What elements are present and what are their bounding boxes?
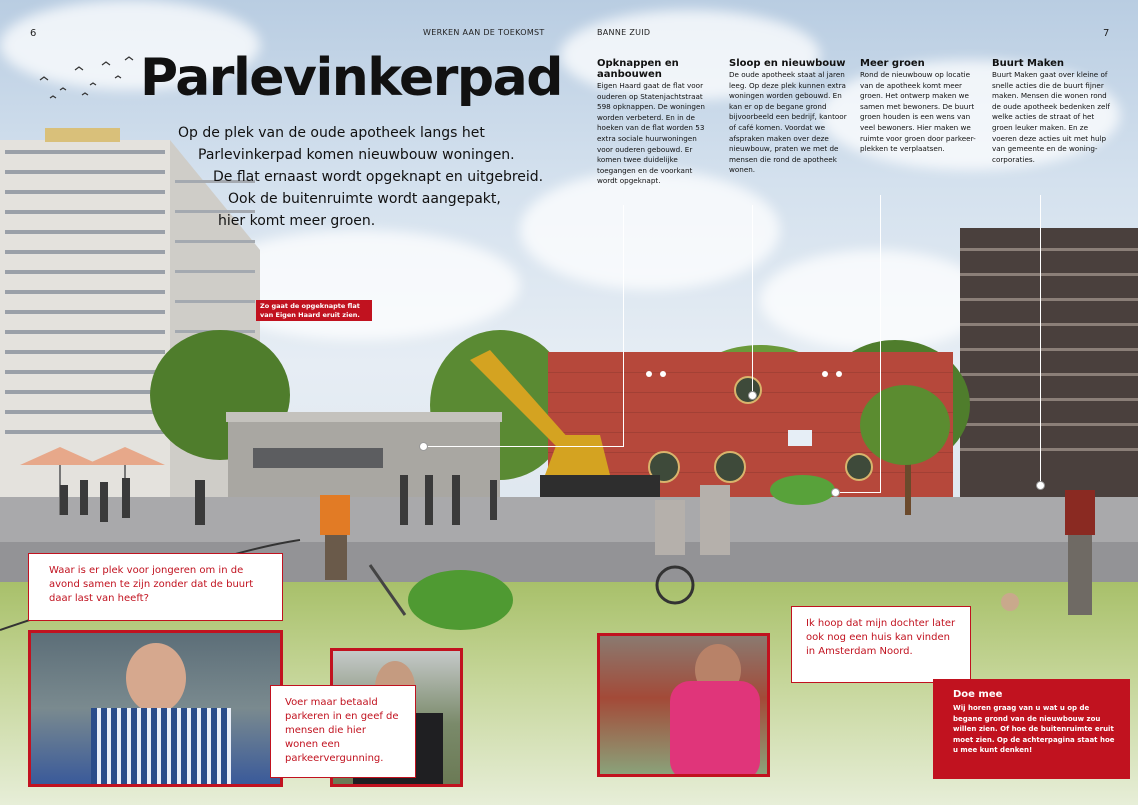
column-heading: Sloop en nieuwbouw [729, 58, 846, 69]
intro-line: Op de plek van de oude apotheek langs het [178, 125, 485, 141]
callout-line [880, 195, 881, 492]
flat-caption-label: Zo gaat de opgeknapte flat van Eigen Haard eruit zien. [256, 300, 372, 321]
callout-line [425, 446, 624, 447]
photo-older-man [28, 630, 283, 787]
callout-dot [748, 391, 757, 400]
page-number-right: 7 [1103, 28, 1110, 39]
cloud [760, 250, 990, 350]
column-heading: Meer groen [860, 58, 925, 69]
doe-mee-heading: Doe mee [953, 689, 1003, 700]
district-name: BANNE ZUID [597, 28, 651, 37]
column-text: Buurt Maken gaat over kleine of snelle acties die de buurt fijner maken. Mensen die wonen rond de oude apotheek bedenken zelf welke acties de straat of het groen leuker maken. En ze voeren deze acties uit met hulp van gemeente en de woning-corporaties. [992, 70, 1110, 164]
callout-line [1040, 195, 1041, 483]
intro-line: Ook de buitenruimte wordt aangepakt, [228, 191, 501, 207]
doe-mee-box [933, 679, 1130, 779]
face [126, 643, 186, 713]
striped-shirt [91, 708, 231, 787]
photo-father-daughter [597, 633, 770, 777]
column-heading: Opknappen en aanbouwen [597, 58, 679, 80]
callout-line [752, 205, 753, 395]
quote-bubble-dochter: Ik hoop dat mijn dochter later ook nog een huis kan vinden in Amsterdam Noord. [791, 606, 971, 683]
callout-line [623, 205, 624, 447]
section-title: WERKEN AAN DE TOEKOMST [423, 28, 545, 37]
page-title: Parlevinkerpad [140, 48, 562, 108]
column-meer-groen [860, 58, 978, 155]
callout-dot [1036, 481, 1045, 490]
doe-mee-text: Wij horen graag van u wat u op de begane grond van de nieuwbouw zou willen zien. Of hoe de buitenruimte eruit moet zien. Op de achterpagina staat hoe u mee kunt denken! [953, 704, 1115, 754]
quote-bubble-parkeren: Voer maar betaald parkeren in en geef de mensen die hier wonen een parkeervergunning. [270, 685, 416, 778]
intro-text [178, 122, 543, 232]
birds-illustration [30, 50, 140, 110]
pink-jacket [670, 681, 760, 777]
quote-bubble-jongeren: Waar is er plek voor jongeren om in de avond samen te zijn zonder dat de buurt daar last van heeft? [28, 553, 283, 621]
column-text: De oude apotheek staat al jaren leeg. Op deze plek kunnen extra woningen worden gebouwd. En kan er op de begane grond bijvoorbeeld een bedrijf, kantoor of café komen. Voordat we afspraken maken over deze nieuwbouw, praten we met de mensen die rond de apotheek wonen. [729, 70, 847, 175]
column-text: Rond de nieuwbouw op locatie van de apotheek komt meer groen. Het ontwerp maken we samen met bewoners. De buurt groen houden is een wens van veel bewoners. Hier maken we ruimte voor groen door parkeer-plekken te verplaatsen. [860, 70, 976, 154]
column-text: Eigen Haard gaat de flat voor ouderen op Statenjachtstraat 598 opknappen. De woningen worden verbeterd. En in de hoeken van de flat worden 53 extra sociale huurwoningen voor ouderen gebouwd. Er komen twee duidelijke toegangen en de voorkant wordt opgeknapt. [597, 81, 705, 186]
intro-line: De flat ernaast wordt opgeknapt en uitgebreid. [213, 169, 544, 185]
tree [860, 385, 950, 465]
column-heading: Buurt Maken [992, 58, 1065, 69]
callout-line [836, 492, 881, 493]
callout-dot [419, 442, 428, 451]
column-sloop [729, 58, 847, 176]
cloud [520, 170, 780, 290]
callout-dot [831, 488, 840, 497]
page-number-left: 6 [30, 28, 37, 39]
intro-line: hier komt meer groen. [218, 213, 376, 229]
column-buurt-maken [992, 58, 1110, 165]
intro-line: Parlevinkerpad komen nieuwbouw woningen. [198, 147, 515, 163]
column-opknappen [597, 58, 715, 187]
